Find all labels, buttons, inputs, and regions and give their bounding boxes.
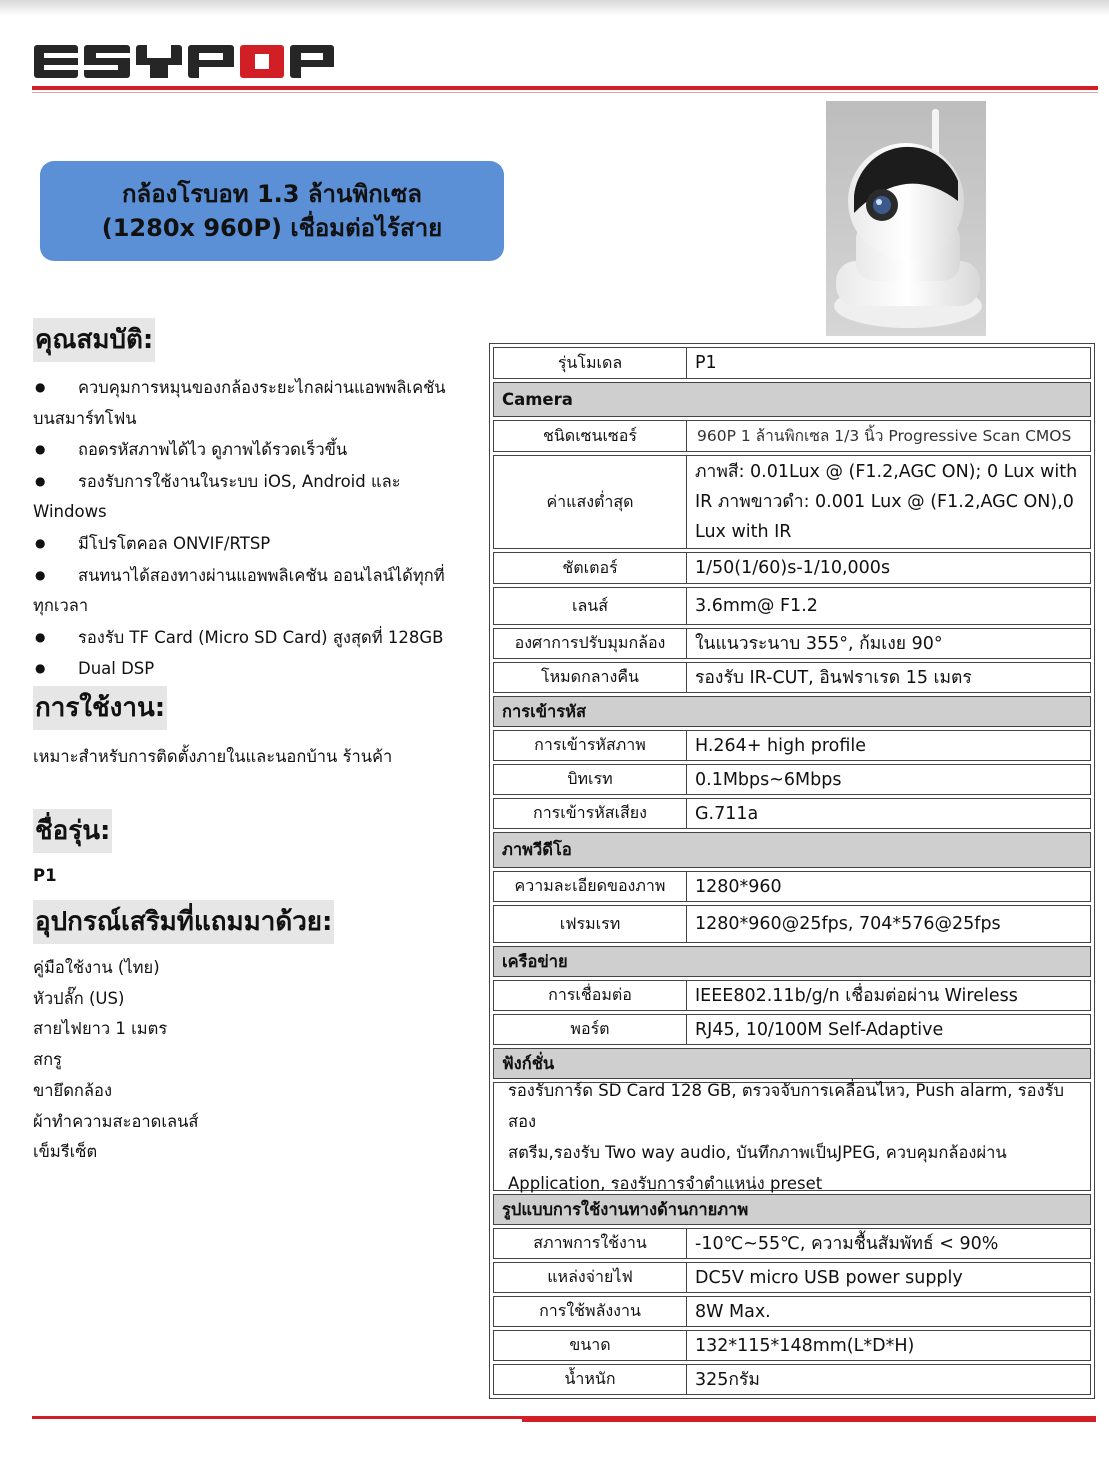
spec-section-physical: รูปแบบการใช้งานทางด้านกายภาพ	[493, 1194, 1091, 1225]
feature-item: ● รองรับการใช้งานในระบบ iOS, Android และ Windows	[33, 466, 473, 528]
spec-label: น้ำหนัก	[494, 1365, 687, 1394]
spec-row-shutter	[493, 552, 1091, 584]
spec-label: องศาการปรับมุมกล้อง	[494, 629, 687, 658]
spec-value: DC5V micro USB power supply	[695, 1267, 963, 1288]
spec-value: 3.6mm@ F1.2	[695, 596, 818, 616]
usage-text: เหมาะสำหรับการติดตั้งภายในและนอกบ้าน ร้านค้า	[33, 747, 393, 766]
spec-row-lens	[493, 587, 1091, 625]
spec-value: -10℃~55℃, ความชื้นสัมพัทธ์ < 90%	[695, 1233, 999, 1254]
spec-label: บิทเรท	[494, 765, 687, 794]
product-title-line-2: (1280x 960P) เชื่อมต่อไร้สาย	[101, 214, 443, 242]
spec-value: RJ45, 10/100M Self-Adaptive	[695, 1019, 944, 1040]
accessory-item: ผ้าทำความสะอาดเลนส์	[33, 1111, 199, 1131]
features-list	[33, 372, 473, 685]
spec-row-resolution	[493, 871, 1091, 902]
spec-value: 1280*960@25fps, 704*576@25fps	[695, 914, 1001, 934]
feature-item: ● มีโปรโตคอล ONVIF/RTSP	[33, 528, 473, 560]
spec-label: การเข้ารหัสภาพ	[494, 731, 687, 760]
feature-item: ● รองรับ TF Card (Micro SD Card) สูงสุดที่ 128GB	[33, 622, 473, 654]
spec-label: การเชื่อมต่อ	[494, 981, 687, 1010]
spec-row-environment	[493, 1228, 1091, 1259]
spec-row-bitrate	[493, 764, 1091, 795]
accessories-heading: อุปกรณ์เสริมที่แถมมาด้วย:	[33, 900, 334, 944]
spec-section-network: เครือข่าย	[493, 946, 1091, 977]
footer-rule-thick	[522, 1419, 1096, 1422]
product-title-box	[40, 161, 504, 261]
spec-row-angle	[493, 628, 1091, 659]
feature-item: ● ถอดรหัสภาพได้ไว ดูภาพได้รวดเร็วขึ้น	[33, 434, 473, 466]
spec-table	[489, 343, 1095, 1399]
feature-item: ● ควบคุมการหมุนของกล้องระยะไกลผ่านแอพพลิเคชัน	[33, 372, 473, 404]
spec-section-video: ภาพวีดีโอ	[493, 832, 1091, 868]
model-value: P1	[33, 866, 57, 885]
spec-value: ภาพสี: 0.01Lux @ (F1.2,AGC ON); 0 Lux with IR ภาพขาวดำ: 0.001 Lux @ (F1.2,AGC ON),0 Lux with IR	[695, 462, 1078, 542]
spec-row-weight	[493, 1364, 1091, 1395]
accessory-item: สายไฟยาว 1 เมตร	[33, 1019, 168, 1039]
feature-item-cont: บนสมาร์ทโฟน	[33, 408, 137, 428]
spec-value: 960P 1 ล้านพิกเซล 1/3 นิ้ว Progressive Scan CMOS	[697, 427, 1072, 445]
product-title-line-1: กล้องโรบอท 1.3 ล้านพิกเซล	[122, 180, 422, 208]
spec-value: 1280*960	[695, 876, 782, 897]
spec-section-encoding: การเข้ารหัส	[493, 696, 1091, 727]
camera-product-image	[826, 101, 986, 336]
spec-row-framerate	[493, 905, 1091, 943]
accessories-list	[33, 953, 198, 1168]
top-shadow	[0, 0, 1109, 16]
spec-row-audio-encoding	[493, 798, 1091, 829]
accessory-item: ขายึดกล้อง	[33, 1080, 112, 1100]
bullet-icon: ●	[35, 473, 46, 488]
esypop-logo	[34, 42, 334, 80]
spec-value: H.264+ high profile	[695, 735, 867, 756]
spec-label: แหล่งจ่ายไฟ	[494, 1263, 687, 1292]
spec-label: โหมดกลางคืน	[494, 663, 687, 692]
spec-row-video-encoding	[493, 730, 1091, 761]
accessory-item: คู่มือใช้งาน (ไทย)	[33, 958, 160, 977]
spec-label: ชัตเตอร์	[494, 553, 687, 583]
spec-label: ขนาด	[494, 1331, 687, 1360]
usage-heading: การใช้งาน:	[33, 686, 167, 730]
feature-item: ● Dual DSP	[33, 653, 473, 685]
accessory-item: สกรู	[33, 1050, 62, 1070]
header-rule-thin	[32, 92, 1098, 93]
spec-value: 132*115*148mm(L*D*H)	[695, 1335, 915, 1356]
spec-label: ค่าแสงต่ำสุด	[494, 456, 687, 548]
spec-value: IEEE802.11b/g/n เชื่อมต่อผ่าน Wireless	[695, 985, 1018, 1006]
spec-value: รองรับ IR-CUT, อินฟราเรด 15 เมตร	[695, 667, 972, 688]
spec-section-function: ฟังก์ชั่น	[493, 1048, 1091, 1079]
spec-value: ในแนวระนาบ 355°, ก้มเงย 90°	[695, 633, 943, 654]
bullet-icon: ●	[35, 567, 46, 582]
spec-label: สภาพการใช้งาน	[494, 1229, 687, 1258]
model-heading: ชื่อรุ่น:	[33, 809, 112, 853]
spec-label: รุ่นโมเดล	[494, 348, 687, 378]
spec-label: ความละเอียดของภาพ	[494, 872, 687, 901]
header-rule	[32, 86, 1098, 90]
spec-row-size	[493, 1330, 1091, 1361]
spec-value: G.711a	[695, 803, 759, 824]
features-heading: คุณสมบัติ:	[33, 318, 155, 362]
bullet-icon: ●	[35, 629, 46, 644]
spec-row-consumption	[493, 1296, 1091, 1327]
spec-label: พอร์ต	[494, 1015, 687, 1044]
spec-value: 0.1Mbps~6Mbps	[695, 769, 842, 790]
feature-item: ● สนทนาได้สองทางผ่านแอพพลิเคชัน ออนไลน์ได้ทุกที่	[33, 560, 473, 592]
spec-row-daynight	[493, 662, 1091, 693]
spec-row-port	[493, 1014, 1091, 1045]
spec-label: การเข้ารหัสเสียง	[494, 799, 687, 828]
spec-value: 1/50(1/60)s-1/10,000s	[695, 558, 891, 578]
spec-label: เลนส์	[494, 588, 687, 624]
accessory-item: หัวปลั๊ก (US)	[33, 988, 125, 1008]
bullet-icon: ●	[35, 661, 46, 676]
accessory-item: เข็มรีเซ็ต	[33, 1142, 98, 1162]
spec-section-camera: Camera	[493, 382, 1091, 417]
bullet-icon: ●	[35, 535, 46, 550]
spec-label: การใช้พลังงาน	[494, 1297, 687, 1326]
spec-value: 8W Max.	[695, 1301, 771, 1322]
bullet-icon: ●	[35, 442, 46, 457]
feature-item-cont: ทุกเวลา	[33, 596, 89, 616]
spec-row-function: รองรับการ์ด SD Card 128 GB, ตรวจจับการเคลื่อนไหว, Push alarm, รองรับสอง สตรีม,รองรับ Two way audio, บันทึกภาพเป็นJPEG, ควบคุมกล้องผ่าน Application, รองรับการจำตำแหน่ง preset	[493, 1082, 1091, 1191]
spec-row-minlight	[493, 455, 1091, 549]
spec-label: ชนิดเซนเซอร์	[494, 421, 687, 451]
bullet-icon: ●	[35, 380, 46, 394]
spec-row-connection	[493, 980, 1091, 1011]
spec-value: P1	[695, 353, 717, 373]
spec-row-power	[493, 1262, 1091, 1293]
spec-value: 325กรัม	[695, 1369, 760, 1390]
spec-label: เฟรมเรท	[494, 906, 687, 942]
spec-row-sensor	[493, 420, 1091, 452]
spec-row-model	[493, 347, 1091, 379]
